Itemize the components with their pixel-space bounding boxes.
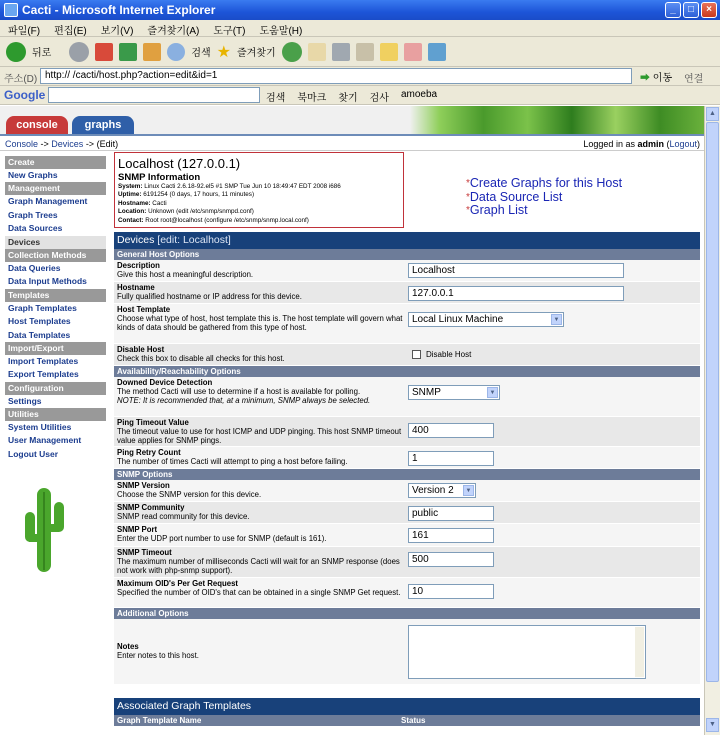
breadcrumb-devices[interactable]: Devices — [51, 139, 84, 149]
disable-host-checkbox-label: Disable Host — [426, 350, 472, 359]
search-button-label[interactable]: 검색 — [191, 48, 211, 59]
scrollbar-thumb[interactable] — [706, 122, 719, 682]
google-check-button[interactable]: 검사 — [369, 93, 389, 104]
tab-graphs[interactable]: graphs — [72, 116, 134, 134]
notes-icon[interactable] — [380, 43, 398, 61]
section-additional: Additional Options — [114, 608, 700, 619]
snmp-info-title: SNMP Information — [118, 172, 201, 183]
section-general: General Host Options — [114, 249, 700, 260]
snmp-system-line: System: Linux Cacti 2.6.18-92.el5 #1 SMP Tue Jun 10 18:49:47 EDT 2008 i686 — [118, 183, 341, 190]
sidebar-heading: Management — [5, 182, 106, 195]
host-info-box — [114, 152, 404, 228]
google-amoeba-button[interactable]: amoeba — [400, 89, 438, 100]
refresh-icon[interactable] — [119, 43, 137, 61]
login-user: admin — [637, 139, 664, 149]
sidebar-item-settings[interactable]: Settings — [5, 395, 106, 408]
google-search-button[interactable]: 검색 — [266, 93, 286, 104]
favorites-button-label[interactable]: 즐겨찾기 — [237, 48, 276, 59]
google-toolbar — [0, 86, 720, 105]
print-icon[interactable] — [332, 43, 350, 61]
bullet-star-icon: * — [466, 205, 470, 216]
snmp-timeout-input[interactable]: 500 — [408, 552, 494, 567]
breadcrumb-console[interactable]: Console — [5, 139, 39, 149]
messenger-icon[interactable] — [428, 43, 446, 61]
data-source-list-link[interactable]: Data Source List — [469, 189, 563, 204]
form-header: Devices [edit: Localhost] — [114, 232, 700, 249]
sidebar — [5, 156, 106, 461]
go-button[interactable]: ➡ 이동 — [640, 73, 673, 84]
snmp-hostname-line: Hostname: Cacti — [118, 199, 167, 207]
window-title: Cacti - Microsoft Internet Explorer — [22, 3, 216, 17]
bullet-star-icon: * — [466, 191, 470, 203]
maximize-button[interactable]: □ — [683, 2, 699, 18]
max-oids-input[interactable]: 10 — [408, 584, 494, 599]
snmp-uptime-line: Uptime: 6191254 (0 days, 17 hours, 11 minutes) — [118, 191, 255, 199]
sidebar-item-graph-management[interactable]: Graph Management — [5, 195, 106, 208]
login-prefix: Logged in as — [583, 139, 638, 149]
ping-timeout-input[interactable]: 400 — [408, 423, 494, 438]
favorites-star-icon[interactable]: ★ — [216, 43, 231, 61]
sidebar-item-host-templates[interactable]: Host Templates — [5, 315, 106, 328]
google-bookmarks-button[interactable]: 북마크 — [297, 93, 327, 104]
ie-app-icon — [4, 3, 18, 17]
sidebar-heading: Create — [5, 156, 106, 169]
col-status: Status — [401, 716, 426, 725]
section-availability: Availability/Reachability Options — [114, 366, 700, 377]
sidebar-item-data-templates[interactable]: Data Templates — [5, 329, 106, 342]
chevron-down-icon: ▼ — [463, 485, 474, 496]
row-hostname: Hostname Fully qualified hostname or IP address for this device. 127.0.0.1 — [114, 282, 700, 304]
downed-device-select[interactable]: SNMP ▼ — [408, 385, 500, 400]
sidebar-item-data-input-methods[interactable]: Data Input Methods — [5, 275, 106, 288]
sidebar-item-logout-user[interactable]: Logout User — [5, 448, 106, 461]
snmp-version-select[interactable]: Version 2 ▼ — [408, 483, 476, 498]
row-ping-timeout: Ping Timeout Value The timeout value to use for host ICMP and UDP pinging. This host SNMP timeout value applies for SNMP pings. 400 — [114, 417, 700, 447]
breadcrumb — [5, 139, 118, 149]
device-form — [114, 232, 700, 685]
search-icon[interactable] — [167, 43, 185, 61]
forward-arrow-icon[interactable] — [69, 42, 89, 62]
login-status: Logged in as admin (Logout) — [583, 139, 700, 149]
menu-file[interactable]: 파일(F) — [8, 26, 41, 37]
google-search-input[interactable] — [48, 87, 260, 103]
assoc-header: Associated Graph Templates — [114, 698, 700, 715]
row-max-oids: Maximum OID's Per Get Request Specified the number of OID's that can be obtained in a single SNMP Get request. 10 — [114, 578, 700, 608]
chevron-down-icon: ▼ — [551, 314, 562, 325]
row-description: Description Give this host a meaningful description. Localhost — [114, 260, 700, 282]
address-label: 주소(D) — [4, 74, 38, 85]
scroll-down-icon[interactable]: ▼ — [706, 718, 719, 732]
menu-view[interactable]: 보기(V) — [100, 26, 134, 37]
snmp-contact-line: Contact: Root root@localhost (configure /etc/snmp/snmp.local.conf) — [118, 216, 309, 224]
research-icon[interactable] — [404, 43, 422, 61]
cactus-logo-icon — [23, 484, 65, 574]
google-logo: Google — [4, 88, 46, 102]
row-host-template: Host Template Choose what type of host, host template this is. The host template will govern what kinds of data should be gathered from this type of host. Local Linux Machine ▼ — [114, 304, 700, 344]
breadcrumb-edit: (Edit) — [96, 139, 119, 149]
google-find-button[interactable]: 찾기 — [338, 93, 358, 104]
host-action-links — [466, 177, 622, 218]
cacti-banner-art — [410, 106, 704, 134]
menu-help[interactable]: 도움말(H) — [259, 26, 303, 37]
row-disable-host: Disable Host Check this box to disable all checks for this host. Disable Host — [114, 344, 700, 366]
sidebar-item-graph-templates[interactable]: Graph Templates — [5, 302, 106, 315]
history-icon[interactable] — [282, 42, 302, 62]
go-label: 이동 — [652, 73, 673, 84]
sidebar-heading: Utilities — [5, 408, 106, 421]
sidebar-item-import-templates[interactable]: Import Templates — [5, 355, 106, 368]
col-graph-template-name: Graph Template Name — [117, 716, 202, 725]
notes-textarea[interactable] — [408, 625, 646, 679]
row-downed-device: Downed Device Detection The method Cacti will use to determine if a host is available for polling. NOTE: It is recommended that, at a minimum, SNMP always be selected. SNMP ▼ — [114, 377, 700, 417]
address-input[interactable]: http:// /cacti/host.php?action=edit&id=1 — [40, 68, 632, 84]
bullet-star-icon: * — [466, 178, 470, 189]
page-scrollbar[interactable] — [704, 106, 720, 735]
back-button-label[interactable]: 뒤로 — [32, 48, 52, 59]
sidebar-heading: Collection Methods — [5, 249, 106, 262]
stop-icon[interactable] — [95, 43, 113, 61]
tab-console[interactable]: console — [6, 116, 68, 134]
textarea-scrollbar[interactable] — [635, 627, 644, 677]
menu-edit[interactable]: 편집(E) — [54, 26, 87, 37]
create-graphs-link[interactable]: Create Graphs for this Host — [469, 176, 623, 190]
snmp-community-input[interactable]: public — [408, 506, 494, 521]
sidebar-item-user-management[interactable]: User Management — [5, 434, 106, 447]
menu-tools[interactable]: 도구(T) — [213, 26, 246, 37]
ping-retry-input[interactable]: 1 — [408, 451, 494, 466]
row-ping-retry: Ping Retry Count The number of times Cacti will attempt to ping a host before failing. 1 — [114, 447, 700, 469]
home-icon[interactable] — [143, 43, 161, 61]
host-name-title: Localhost (127.0.0.1) — [118, 156, 241, 171]
row-snmp-port: SNMP Port Enter the UDP port number to use for SNMP (default is 161). 161 — [114, 524, 700, 547]
associated-graph-templates — [114, 698, 700, 726]
sidebar-item-devices[interactable]: Devices — [5, 236, 106, 249]
section-snmp: SNMP Options — [114, 469, 700, 480]
row-snmp-version: SNMP Version Choose the SNMP version for this device. Version 2 ▼ — [114, 480, 700, 502]
row-notes: Notes Enter notes to this host. — [114, 619, 700, 685]
sidebar-item-data-sources[interactable]: Data Sources — [5, 222, 106, 235]
page-content — [0, 106, 704, 735]
graph-list-link[interactable]: Graph List — [469, 203, 528, 217]
description-input[interactable]: Localhost — [408, 263, 624, 278]
breadcrumb-separator: -> — [83, 139, 97, 149]
sidebar-item-system-utilities[interactable]: System Utilities — [5, 421, 106, 434]
sidebar-heading: Import/Export — [5, 342, 106, 355]
hostname-input[interactable]: 127.0.0.1 — [408, 286, 624, 301]
cacti-header — [0, 106, 704, 134]
minimize-button[interactable]: _ — [665, 2, 681, 18]
edit-icon[interactable] — [356, 43, 374, 61]
browser-toolbar — [0, 37, 720, 67]
sidebar-item-graph-trees[interactable]: Graph Trees — [5, 209, 106, 222]
snmp-location-line: Location: Unknown (edit /etc/snmp/snmpd.conf) — [118, 208, 254, 216]
sidebar-item-export-templates[interactable]: Export Templates — [5, 368, 106, 381]
row-snmp-community: SNMP Community SNMP read community for this device. public — [114, 502, 700, 524]
chevron-down-icon: ▼ — [487, 387, 498, 398]
mail-icon[interactable] — [308, 43, 326, 61]
close-button[interactable]: × — [701, 2, 717, 18]
menubar — [0, 20, 720, 37]
address-bar — [0, 67, 720, 86]
host-template-select[interactable]: Local Linux Machine ▼ — [408, 312, 564, 327]
sidebar-heading: Configuration — [5, 382, 106, 395]
scroll-up-icon[interactable]: ▲ — [706, 107, 719, 121]
snmp-port-input[interactable]: 161 — [408, 528, 494, 543]
logout-link[interactable]: Logout — [669, 139, 697, 149]
sidebar-item-new-graphs[interactable]: New Graphs — [5, 169, 106, 182]
assoc-column-headers — [114, 715, 700, 726]
disable-host-checkbox[interactable] — [412, 350, 421, 359]
menu-favorites[interactable]: 즐겨찾기(A) — [147, 26, 200, 37]
sidebar-heading: Templates — [5, 289, 106, 302]
breadcrumb-bar — [0, 134, 704, 151]
links-button[interactable]: 연결 — [684, 74, 704, 85]
row-snmp-timeout: SNMP Timeout The maximum number of milliseconds Cacti will wait for an SNMP response (does not work with php-snmp support). 500 — [114, 547, 700, 578]
window-titlebar — [0, 0, 720, 20]
breadcrumb-separator: -> — [38, 139, 52, 149]
back-arrow-icon[interactable] — [6, 42, 26, 62]
sidebar-item-data-queries[interactable]: Data Queries — [5, 262, 106, 275]
